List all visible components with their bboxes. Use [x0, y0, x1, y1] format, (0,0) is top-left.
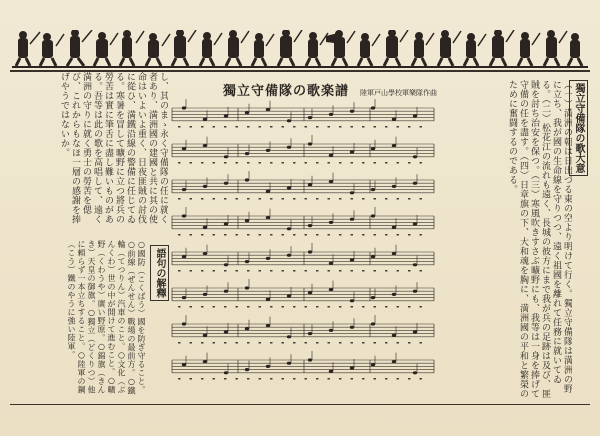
note-head [287, 294, 291, 297]
note-head [392, 226, 396, 229]
note-head [350, 110, 354, 113]
lyric-mark [178, 270, 181, 272]
note-head [266, 298, 270, 301]
lyric-mark [247, 234, 250, 236]
note-head [245, 178, 249, 181]
note-head [224, 330, 228, 333]
note-head [245, 219, 249, 222]
lyric-mark [408, 234, 411, 236]
lyric-mark [397, 126, 400, 128]
lyric-mark [201, 306, 204, 308]
lyric-mark [282, 342, 285, 344]
note-head [245, 111, 249, 114]
lyric-mark [224, 306, 227, 308]
lyric-mark [328, 162, 331, 164]
lyric-mark [385, 306, 388, 308]
lyric-mark [293, 378, 296, 380]
note-head [371, 147, 375, 150]
note-head [224, 263, 228, 266]
note-head [371, 188, 375, 191]
note-head [203, 334, 207, 337]
staff [172, 207, 434, 236]
lyric-mark [247, 198, 250, 200]
lyric-mark [351, 378, 354, 380]
note-head [392, 252, 396, 255]
note-head [245, 327, 249, 330]
lyric-mark [259, 234, 262, 236]
note-head [182, 147, 186, 150]
lyric-mark [316, 378, 319, 380]
lyric-mark [236, 378, 239, 380]
lyric-mark [178, 198, 181, 200]
note-head [392, 334, 396, 337]
note-head [308, 358, 312, 361]
lyric-mark [247, 306, 250, 308]
lyric-mark [224, 234, 227, 236]
lyric-mark [374, 306, 377, 308]
note-head [224, 371, 228, 374]
lyrics-heading: 獨立守備隊の歌大意 [569, 80, 588, 176]
lyric-mark [420, 234, 423, 236]
note-head [371, 296, 375, 299]
lyric-mark [316, 198, 319, 200]
note-head [350, 326, 354, 329]
bottom-rule [10, 404, 590, 405]
lyric-mark [351, 198, 354, 200]
lyric-mark [282, 126, 285, 128]
lyric-mark [178, 126, 181, 128]
lyric-mark [397, 378, 400, 380]
lyric-mark [374, 198, 377, 200]
lyric-mark [362, 198, 365, 200]
score-composer: 陸軍戸山學校軍樂隊作曲 [360, 89, 438, 97]
lyric-mark [351, 162, 354, 164]
note-head [392, 360, 396, 363]
lyric-mark [339, 234, 342, 236]
note-head [329, 288, 333, 291]
note-head [371, 255, 375, 258]
note-head [224, 155, 228, 158]
note-head [329, 262, 333, 265]
note-head [329, 154, 333, 157]
note-head [308, 250, 312, 253]
marching-soldiers-illustration [12, 30, 588, 68]
lyric-mark [213, 342, 216, 344]
note-head [308, 224, 312, 227]
lyric-mark [247, 342, 250, 344]
lyric-mark [201, 270, 204, 272]
note-head [182, 214, 186, 217]
note-head [245, 260, 249, 263]
musical-score [168, 98, 438, 398]
lyric-mark [270, 198, 273, 200]
staff [172, 135, 434, 164]
note-head [371, 322, 375, 325]
lyric-mark [374, 270, 377, 272]
lyric-mark [201, 378, 204, 380]
lyric-mark [236, 162, 239, 164]
lyric-mark [374, 162, 377, 164]
lyric-mark [362, 342, 365, 344]
note-head [287, 186, 291, 189]
score-title [210, 80, 450, 99]
note-head [308, 116, 312, 119]
staff [172, 243, 434, 272]
note-head [350, 191, 354, 194]
lyric-mark [293, 162, 296, 164]
note-head [245, 152, 249, 155]
lyric-mark [339, 162, 342, 164]
lyric-mark [316, 234, 319, 236]
lyric-mark [328, 126, 331, 128]
lyric-mark [282, 270, 285, 272]
note-head [245, 368, 249, 371]
lyric-mark [397, 234, 400, 236]
lyric-mark [178, 162, 181, 164]
note-head [287, 227, 291, 230]
note-head [203, 252, 207, 255]
note-head [182, 188, 186, 191]
lyric-mark [385, 378, 388, 380]
lyric-mark [293, 234, 296, 236]
lyric-mark [339, 270, 342, 272]
lyric-mark [178, 306, 181, 308]
lyric-mark [259, 378, 262, 380]
note-head [224, 182, 228, 185]
note-head [413, 155, 417, 158]
lyric-mark [420, 378, 423, 380]
lyric-mark [316, 306, 319, 308]
lyric-mark [259, 270, 262, 272]
lyric-mark [351, 126, 354, 128]
note-head [182, 363, 186, 366]
lyric-mark [293, 270, 296, 272]
lyric-mark [236, 342, 239, 344]
lyric-mark [224, 198, 227, 200]
note-head [308, 183, 312, 186]
note-head [329, 180, 333, 183]
lyric-mark [385, 198, 388, 200]
lyric-mark [293, 126, 296, 128]
note-head [224, 114, 228, 117]
lyric-mark [351, 342, 354, 344]
lyric-mark [305, 270, 308, 272]
lyric-mark [351, 270, 354, 272]
note-head [266, 149, 270, 152]
lyric-mark [190, 306, 193, 308]
lyric-mark [178, 342, 181, 344]
lyric-mark [328, 306, 331, 308]
lyric-mark [247, 126, 250, 128]
note-head [329, 329, 333, 332]
lyric-mark [408, 270, 411, 272]
lyric-mark [236, 126, 239, 128]
lyric-mark [213, 270, 216, 272]
lyric-mark [224, 342, 227, 344]
note-head [413, 330, 417, 333]
note-head [350, 150, 354, 153]
note-head [329, 221, 333, 224]
lyric-mark [362, 234, 365, 236]
lyric-mark [282, 378, 285, 380]
soldier-silhouettes [12, 30, 588, 68]
note-head [371, 106, 375, 109]
lyric-mark [385, 126, 388, 128]
lyric-mark [236, 198, 239, 200]
lyric-mark [328, 198, 331, 200]
lyric-mark [374, 378, 377, 380]
note-head [392, 293, 396, 296]
note-head [308, 291, 312, 294]
lyric-mark [385, 342, 388, 344]
lyric-mark [362, 126, 365, 128]
lyric-mark [420, 126, 423, 128]
lyric-mark [397, 270, 400, 272]
staff [172, 315, 434, 344]
lyric-mark [408, 162, 411, 164]
lyric-mark [339, 306, 342, 308]
note-head [266, 216, 270, 219]
lyric-mark [247, 378, 250, 380]
lyric-mark [270, 126, 273, 128]
lyric-mark [247, 162, 250, 164]
note-head [182, 106, 186, 109]
lyric-mark [190, 270, 193, 272]
lyric-mark [305, 198, 308, 200]
lyric-mark [316, 162, 319, 164]
lyric-mark [270, 270, 273, 272]
lyric-mark [282, 162, 285, 164]
lyric-mark [259, 198, 262, 200]
note-head [182, 296, 186, 299]
lyric-mark [328, 378, 331, 380]
staff [172, 279, 434, 308]
lyric-mark [420, 198, 423, 200]
note-head [182, 255, 186, 258]
lyric-mark [213, 198, 216, 200]
note-head [266, 365, 270, 368]
note-head [245, 286, 249, 289]
lyric-mark [224, 378, 227, 380]
note-head [266, 257, 270, 260]
score-title-text: 獨立守備隊の歌楽譜 [222, 84, 349, 99]
note-head [287, 119, 291, 122]
glossary-text: ○國防（こくばう）國を防ぎ守ること。○前線（ぜんせん）戰場の最前方。○鐵輪（てつりん）汽車のこと。○文化（ぶんくわ）世の中が開けて進むこと。○曠野（くわうや）廣い野原。○錦旗（きんき）天皇の御旗。○獨立（どくりつ）他に頼らず一本立ちすること。○陸軍の鋼（こう）鐵のやうに強い陸軍。 [67, 240, 146, 395]
lyric-mark [213, 306, 216, 308]
lyric-mark [397, 342, 400, 344]
commentary-text: し、其のまゝ永く守備隊の任に就く者あり、満洲國の建國と共に其の使命はいよいよ重く、日夜匪賊の討伐に從ひ、満鐵沿線の警備に任じてゐる。寒暑を冒して曠野に立つ將兵の勞苦は實に筆舌に盡し難いものがある。吾等は此の歌を高唱して、遠く満洲の守りに就く勇士の勞苦を偲び、これからもなほ一層の感謝を捧げやうではないか。 [59, 72, 168, 224]
lyric-mark [339, 126, 342, 128]
lyric-mark [190, 126, 193, 128]
lyric-mark [351, 234, 354, 236]
lyric-mark [374, 126, 377, 128]
lyric-mark [305, 234, 308, 236]
lyric-mark [316, 342, 319, 344]
note-head [350, 299, 354, 302]
lyric-mark [305, 342, 308, 344]
lyric-mark [420, 162, 423, 164]
lyrics-text: （一）満洲の朝は日出づる東の空より明けて行く。獨立守備隊は満洲の野に立ち、我が國の生命線を守りつつ、遠く祖國を離れて任務に就いてゐる。（二）松花江の流れも遠く、長城の彼方にまで我が兵の足跡は及び、匪賊を討ち治安を保つ。（三）寒風吹きすさぶ曠野にも、我等は一身を捧げて守備の任を盡す。（四）日章旗の下、大和魂を胸に、満洲國の平和と繁榮のために奮闘するのである。 [507, 80, 572, 399]
note-head [287, 335, 291, 338]
lyric-mark [397, 306, 400, 308]
lyric-mark [351, 306, 354, 308]
lyric-mark [270, 378, 273, 380]
lyric-mark [190, 234, 193, 236]
lyric-mark [293, 306, 296, 308]
lyric-mark [270, 234, 273, 236]
lyric-mark [201, 198, 204, 200]
note-head [287, 254, 291, 257]
note-head [287, 146, 291, 149]
lyric-mark [385, 162, 388, 164]
lyric-mark [408, 126, 411, 128]
lyric-mark [224, 270, 227, 272]
lyric-mark [224, 162, 227, 164]
lyric-mark [339, 378, 342, 380]
lyric-mark [213, 162, 216, 164]
lyric-mark [213, 378, 216, 380]
note-head [287, 362, 291, 365]
lyric-mark [328, 270, 331, 272]
lyric-mark [190, 162, 193, 164]
lyric-mark [201, 234, 204, 236]
lyric-mark [201, 126, 204, 128]
lyric-mark [420, 270, 423, 272]
lyric-mark [408, 306, 411, 308]
staff [172, 99, 434, 128]
lyric-mark [293, 342, 296, 344]
lyric-mark [259, 306, 262, 308]
lyric-mark [385, 234, 388, 236]
note-head [350, 366, 354, 369]
lyric-mark [305, 306, 308, 308]
lyric-mark [293, 198, 296, 200]
lyric-mark [408, 342, 411, 344]
lyric-mark [339, 198, 342, 200]
note-head [413, 182, 417, 185]
lyric-mark [362, 270, 365, 272]
lyric-mark [259, 162, 262, 164]
lyric-mark [259, 342, 262, 344]
lyric-mark [305, 162, 308, 164]
lyric-mark [236, 234, 239, 236]
score-staves [168, 98, 438, 398]
note-head [413, 263, 417, 266]
note-head [203, 118, 207, 121]
lyric-mark [385, 270, 388, 272]
lyric-mark [270, 306, 273, 308]
note-head [413, 290, 417, 293]
note-head [203, 360, 207, 363]
lyric-mark [397, 198, 400, 200]
note-head [224, 222, 228, 225]
note-head [203, 226, 207, 229]
lyric-mark [236, 270, 239, 272]
note-head [371, 214, 375, 217]
lyric-mark [339, 342, 342, 344]
note-head [350, 218, 354, 221]
lyric-mark [362, 378, 365, 380]
note-head [350, 258, 354, 261]
note-head [329, 370, 333, 373]
lyric-mark [213, 234, 216, 236]
lyric-mark [316, 126, 319, 128]
note-head [308, 332, 312, 335]
lyric-mark [397, 162, 400, 164]
lyric-mark [282, 234, 285, 236]
lyric-mark [224, 126, 227, 128]
note-head [203, 185, 207, 188]
note-head [224, 290, 228, 293]
lyric-mark [362, 306, 365, 308]
staff [172, 351, 434, 380]
note-head [182, 322, 186, 325]
lyric-mark [374, 234, 377, 236]
lyric-mark [178, 378, 181, 380]
lyric-mark [236, 306, 239, 308]
lyric-mark [362, 162, 365, 164]
lyric-mark [408, 198, 411, 200]
lyric-mark [190, 378, 193, 380]
note-head [413, 222, 417, 225]
note-head [308, 142, 312, 145]
note-head [266, 108, 270, 111]
lyric-mark [328, 342, 331, 344]
lyric-mark [270, 342, 273, 344]
glossary-heading: 語句の解釋 [150, 245, 169, 301]
lyric-mark [420, 342, 423, 344]
note-head [413, 114, 417, 117]
lyric-mark [259, 126, 262, 128]
note-head [413, 371, 417, 374]
lyric-mark [282, 306, 285, 308]
note-head [392, 144, 396, 147]
staff [172, 171, 434, 200]
note-head [266, 190, 270, 193]
lyric-mark [328, 234, 331, 236]
note-head [392, 118, 396, 121]
note-head [329, 113, 333, 116]
note-head [371, 363, 375, 366]
lyric-mark [178, 234, 181, 236]
lyric-mark [420, 306, 423, 308]
lyric-mark [305, 378, 308, 380]
note-head [392, 185, 396, 188]
note-head [203, 293, 207, 296]
lyric-mark [374, 342, 377, 344]
lyric-mark [190, 198, 193, 200]
note-head [266, 324, 270, 327]
lyric-mark [270, 162, 273, 164]
lyric-mark [316, 270, 319, 272]
lyric-mark [213, 126, 216, 128]
lyric-mark [190, 342, 193, 344]
lyric-mark [282, 198, 285, 200]
note-head [203, 144, 207, 147]
lyric-mark [305, 126, 308, 128]
lyric-mark [408, 378, 411, 380]
lyric-mark [201, 162, 204, 164]
lyric-mark [247, 270, 250, 272]
lyric-mark [201, 342, 204, 344]
